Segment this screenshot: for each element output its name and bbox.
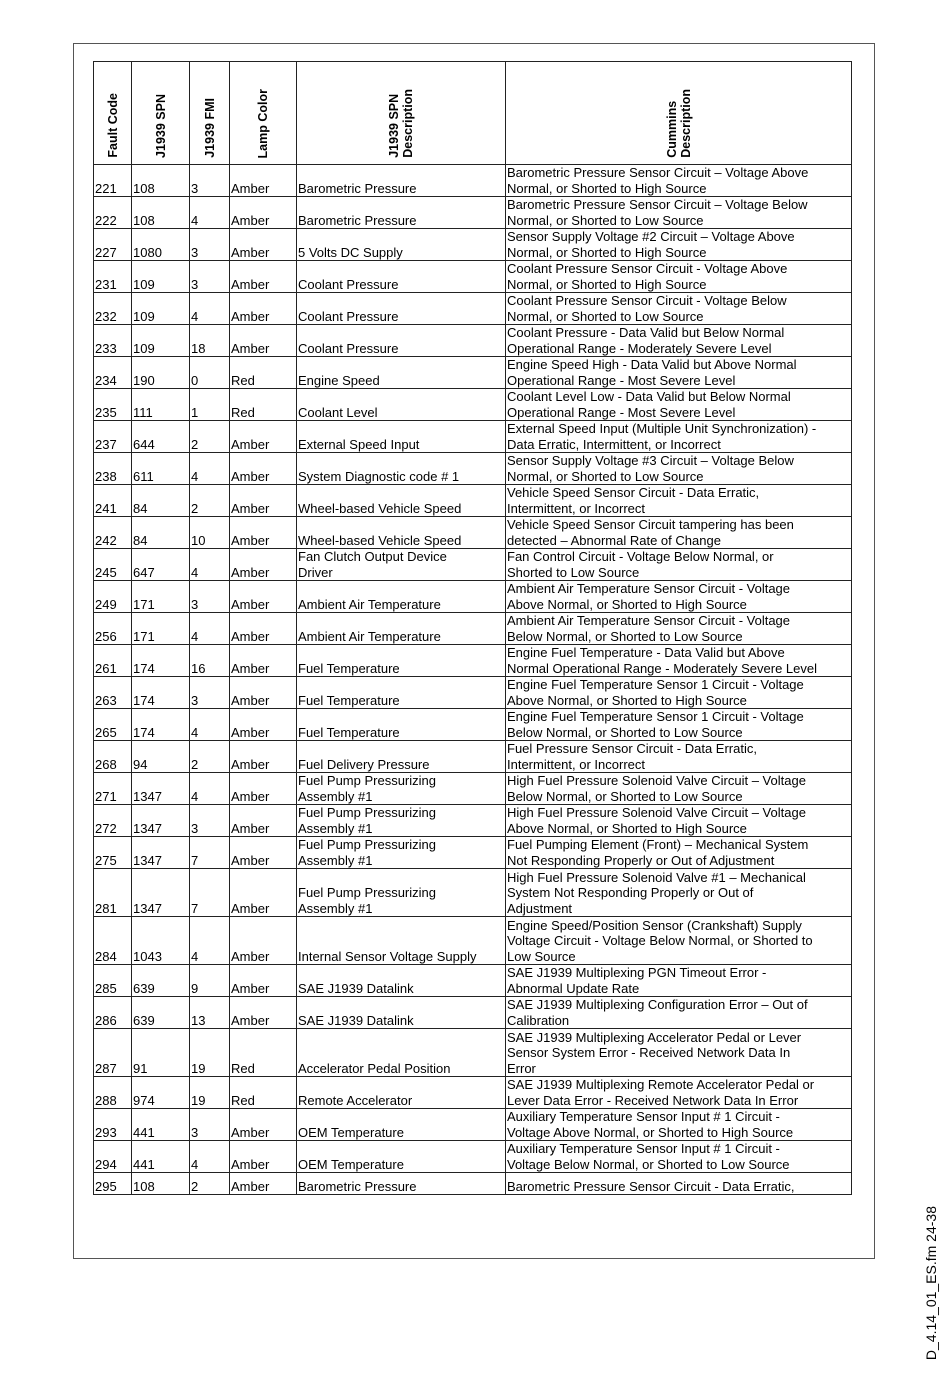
fmi-cell: 2 [190,485,230,517]
fmi-cell: 3 [190,229,230,261]
fmi-cell: 4 [190,549,230,581]
spn-description-cell: System Diagnostic code # 1 [297,453,506,485]
spn-description-cell: Wheel-based Vehicle Speed [297,517,506,549]
spn-description-cell: Fuel Delivery Pressure [297,741,506,773]
spn-cell: 647 [132,549,190,581]
cummins-description-cell: SAE J1939 Multiplexing Accelerator Pedal or Lever Sensor System Error - Received Network Data In Error [506,1029,852,1077]
fault-code-cell: 281 [94,869,132,917]
table-row [94,229,852,261]
fault-code-cell: 268 [94,741,132,773]
table-row [94,165,852,197]
fault-code-cell: 238 [94,453,132,485]
fmi-cell: 4 [190,773,230,805]
fault-code-cell: 242 [94,517,132,549]
cummins-description-cell: Coolant Pressure Sensor Circuit - Voltage Above Normal, or Shorted to High Source [506,261,852,293]
table-row [94,357,852,389]
spn-description-cell: Fuel Temperature [297,677,506,709]
lamp-color-cell: Amber [230,997,297,1029]
fault-code-cell: 231 [94,261,132,293]
spn-cell: 441 [132,1109,190,1141]
lamp-color-cell: Amber [230,917,297,965]
lamp-color-cell: Amber [230,613,297,645]
fault-code-table [93,61,852,1195]
cummins-description-cell: Barometric Pressure Sensor Circuit – Voltage Below Normal, or Shorted to Low Source [506,197,852,229]
spn-description-cell: Fan Clutch Output Device Driver [297,549,506,581]
lamp-color-cell: Amber [230,773,297,805]
spn-cell: 1347 [132,869,190,917]
table-row [94,965,852,997]
lamp-color-cell: Red [230,1077,297,1109]
spn-cell: 108 [132,165,190,197]
fault-code-cell: 256 [94,613,132,645]
fmi-cell: 19 [190,1029,230,1077]
spn-description-cell: 5 Volts DC Supply [297,229,506,261]
spn-description-cell: Coolant Pressure [297,261,506,293]
fmi-cell: 3 [190,581,230,613]
spn-cell: 174 [132,677,190,709]
spn-cell: 611 [132,453,190,485]
spn-cell: 1347 [132,837,190,869]
lamp-color-cell: Amber [230,549,297,581]
spn-description-cell: Barometric Pressure [297,165,506,197]
spn-description-cell: Fuel Pump Pressurizing Assembly #1 [297,869,506,917]
spn-cell: 190 [132,357,190,389]
fault-code-cell: 265 [94,709,132,741]
fmi-cell: 4 [190,197,230,229]
lamp-color-cell: Amber [230,965,297,997]
spn-cell: 1347 [132,805,190,837]
spn-description-cell: SAE J1939 Datalink [297,997,506,1029]
cummins-description-cell: Barometric Pressure Sensor Circuit – Voltage Above Normal, or Shorted to High Source [506,165,852,197]
table-row [94,917,852,965]
fmi-cell: 4 [190,613,230,645]
table-row [94,293,852,325]
fmi-cell: 4 [190,453,230,485]
fault-code-cell: 261 [94,645,132,677]
cummins-description-cell: Fuel Pressure Sensor Circuit - Data Erratic, Intermittent, or Incorrect [506,741,852,773]
fmi-cell: 4 [190,709,230,741]
fmi-cell: 2 [190,1173,230,1195]
cummins-description-cell: Sensor Supply Voltage #3 Circuit – Voltage Below Normal, or Shorted to Low Source [506,453,852,485]
cummins-description-cell: SAE J1939 Multiplexing Configuration Error – Out of Calibration [506,997,852,1029]
cummins-description-cell: Engine Fuel Temperature Sensor 1 Circuit - Voltage Below Normal, or Shorted to Low Source [506,709,852,741]
cummins-description-cell: Engine Fuel Temperature Sensor 1 Circuit - Voltage Above Normal, or Shorted to High Source [506,677,852,709]
table-row [94,453,852,485]
table-row [94,1173,852,1195]
spn-cell: 974 [132,1077,190,1109]
fault-code-cell: 235 [94,389,132,421]
fmi-cell: 4 [190,917,230,965]
fmi-cell: 1 [190,389,230,421]
spn-cell: 1043 [132,917,190,965]
lamp-color-cell: Amber [230,197,297,229]
fmi-cell: 7 [190,837,230,869]
spn-description-cell: Engine Speed [297,357,506,389]
cummins-description-cell: Ambient Air Temperature Sensor Circuit - Voltage Below Normal, or Shorted to Low Source [506,613,852,645]
cummins-description-cell: SAE J1939 Multiplexing Remote Accelerator Pedal or Lever Data Error - Received Network Data In Error [506,1077,852,1109]
fault-code-cell: 234 [94,357,132,389]
fmi-cell: 0 [190,357,230,389]
lamp-color-cell: Red [230,357,297,389]
table-row [94,581,852,613]
fault-code-cell: 285 [94,965,132,997]
fmi-cell: 13 [190,997,230,1029]
spn-description-cell: Remote Accelerator [297,1077,506,1109]
spn-cell: 109 [132,261,190,293]
cummins-description-cell: Barometric Pressure Sensor Circuit - Data Erratic, [506,1173,852,1195]
cummins-description-cell: External Speed Input (Multiple Unit Synchronization) - Data Erratic, Intermittent, or Incorrect [506,421,852,453]
table-row [94,997,852,1029]
spn-cell: 639 [132,965,190,997]
cummins-description-cell: Engine Speed High - Data Valid but Above Normal Operational Range - Most Severe Level [506,357,852,389]
spn-cell: 108 [132,197,190,229]
fmi-cell: 16 [190,645,230,677]
cummins-description-cell: Vehicle Speed Sensor Circuit - Data Erratic, Intermittent, or Incorrect [506,485,852,517]
spn-cell: 441 [132,1141,190,1173]
fault-code-cell: 222 [94,197,132,229]
fmi-cell: 4 [190,1141,230,1173]
table-row [94,741,852,773]
fault-code-cell: 286 [94,997,132,1029]
cummins-description-cell: Sensor Supply Voltage #2 Circuit – Voltage Above Normal, or Shorted to High Source [506,229,852,261]
lamp-color-cell: Amber [230,805,297,837]
fmi-cell: 3 [190,261,230,293]
spn-description-cell: Ambient Air Temperature [297,613,506,645]
cummins-description-cell: SAE J1939 Multiplexing PGN Timeout Error - Abnormal Update Rate [506,965,852,997]
lamp-color-cell: Amber [230,517,297,549]
lamp-color-cell: Amber [230,325,297,357]
table-row [94,389,852,421]
fault-code-cell: 221 [94,165,132,197]
cummins-description-cell: Auxiliary Temperature Sensor Input # 1 Circuit - Voltage Below Normal, or Shorted to Low Source [506,1141,852,1173]
lamp-color-cell: Red [230,1029,297,1077]
spn-cell: 174 [132,709,190,741]
fault-code-cell: 293 [94,1109,132,1141]
fmi-cell: 2 [190,421,230,453]
table-row [94,1029,852,1077]
spn-cell: 171 [132,581,190,613]
spn-cell: 109 [132,293,190,325]
table-row [94,325,852,357]
lamp-color-cell: Amber [230,869,297,917]
fault-code-cell: 237 [94,421,132,453]
spn-description-cell: OEM Temperature [297,1109,506,1141]
spn-cell: 111 [132,389,190,421]
fmi-cell: 7 [190,869,230,917]
table-row [94,645,852,677]
lamp-color-cell: Amber [230,1109,297,1141]
table-row [94,869,852,917]
cummins-description-cell: Engine Fuel Temperature - Data Valid but Above Normal Operational Range - Moderately Severe Level [506,645,852,677]
fault-code-cell: 249 [94,581,132,613]
spn-cell: 644 [132,421,190,453]
spn-description-cell: OEM Temperature [297,1141,506,1173]
table-row [94,549,852,581]
fmi-cell: 19 [190,1077,230,1109]
fault-code-cell: 294 [94,1141,132,1173]
lamp-color-cell: Amber [230,645,297,677]
table-row [94,773,852,805]
spn-description-cell: External Speed Input [297,421,506,453]
document-footer-note: D_4.14_01_ES.fm 24-38 [923,1205,939,1360]
fault-code-cell: 284 [94,917,132,965]
table-row [94,517,852,549]
spn-cell: 639 [132,997,190,1029]
cummins-description-cell: Auxiliary Temperature Sensor Input # 1 Circuit - Voltage Above Normal, or Shorted to High Source [506,1109,852,1141]
fmi-cell: 2 [190,741,230,773]
lamp-color-cell: Amber [230,677,297,709]
spn-description-cell: Fuel Temperature [297,645,506,677]
fault-code-cell: 233 [94,325,132,357]
cummins-description-cell: High Fuel Pressure Solenoid Valve Circuit – Voltage Above Normal, or Shorted to High Source [506,805,852,837]
lamp-color-cell: Amber [230,453,297,485]
lamp-color-cell: Amber [230,581,297,613]
spn-description-cell: Barometric Pressure [297,197,506,229]
header-j1939-spn: J1939 SPN [132,62,190,165]
spn-description-cell: Coolant Pressure [297,293,506,325]
fault-code-cell: 227 [94,229,132,261]
lamp-color-cell: Amber [230,1173,297,1195]
table-row [94,197,852,229]
lamp-color-cell: Red [230,389,297,421]
cummins-description-cell: Coolant Level Low - Data Valid but Below Normal Operational Range - Most Severe Level [506,389,852,421]
fmi-cell: 3 [190,1109,230,1141]
table-row [94,421,852,453]
cummins-description-cell: Coolant Pressure Sensor Circuit - Voltage Below Normal, or Shorted to Low Source [506,293,852,325]
lamp-color-cell: Amber [230,485,297,517]
lamp-color-cell: Amber [230,837,297,869]
lamp-color-cell: Amber [230,741,297,773]
table-row [94,677,852,709]
lamp-color-cell: Amber [230,421,297,453]
table-row [94,1109,852,1141]
fmi-cell: 3 [190,165,230,197]
spn-description-cell: Fuel Pump Pressurizing Assembly #1 [297,837,506,869]
cummins-description-cell: High Fuel Pressure Solenoid Valve #1 – Mechanical System Not Responding Properly or Out of Adjustment [506,869,852,917]
table-row [94,613,852,645]
fmi-cell: 9 [190,965,230,997]
spn-description-cell: Coolant Pressure [297,325,506,357]
table-header-row [94,62,852,165]
lamp-color-cell: Amber [230,261,297,293]
spn-description-cell: Wheel-based Vehicle Speed [297,485,506,517]
cummins-description-cell: Fan Control Circuit - Voltage Below Normal, or Shorted to Low Source [506,549,852,581]
fault-code-cell: 241 [94,485,132,517]
cummins-description-cell: High Fuel Pressure Solenoid Valve Circuit – Voltage Below Normal, or Shorted to Low Source [506,773,852,805]
fault-code-cell: 232 [94,293,132,325]
lamp-color-cell: Amber [230,293,297,325]
spn-cell: 174 [132,645,190,677]
fault-code-cell: 287 [94,1029,132,1077]
fault-code-cell: 288 [94,1077,132,1109]
cummins-description-cell: Fuel Pumping Element (Front) – Mechanical System Not Responding Properly or Out of Adjustment [506,837,852,869]
fmi-cell: 10 [190,517,230,549]
spn-description-cell: Coolant Level [297,389,506,421]
fault-code-cell: 263 [94,677,132,709]
spn-description-cell: Accelerator Pedal Position [297,1029,506,1077]
spn-cell: 1347 [132,773,190,805]
lamp-color-cell: Amber [230,229,297,261]
spn-cell: 84 [132,485,190,517]
fault-code-cell: 275 [94,837,132,869]
table-row [94,805,852,837]
fmi-cell: 18 [190,325,230,357]
spn-cell: 109 [132,325,190,357]
fmi-cell: 3 [190,677,230,709]
fault-code-cell: 245 [94,549,132,581]
spn-cell: 91 [132,1029,190,1077]
fault-code-cell: 295 [94,1173,132,1195]
fault-code-cell: 271 [94,773,132,805]
fault-code-cell: 272 [94,805,132,837]
table-row [94,709,852,741]
spn-cell: 1080 [132,229,190,261]
table-row [94,1141,852,1173]
header-j1939-fmi: J1939 FMI [190,62,230,165]
header-lamp-color: Lamp Color [230,62,297,165]
fmi-cell: 4 [190,293,230,325]
table-row [94,485,852,517]
spn-cell: 108 [132,1173,190,1195]
spn-description-cell: Ambient Air Temperature [297,581,506,613]
header-spn-description: J1939 SPN Description [297,62,506,165]
spn-description-cell: SAE J1939 Datalink [297,965,506,997]
fmi-cell: 3 [190,805,230,837]
lamp-color-cell: Amber [230,165,297,197]
spn-description-cell: Barometric Pressure [297,1173,506,1195]
cummins-description-cell: Coolant Pressure - Data Valid but Below Normal Operational Range - Moderately Severe Level [506,325,852,357]
lamp-color-cell: Amber [230,1141,297,1173]
spn-cell: 94 [132,741,190,773]
spn-description-cell: Fuel Temperature [297,709,506,741]
header-fault-code: Fault Code [94,62,132,165]
spn-description-cell: Fuel Pump Pressurizing Assembly #1 [297,805,506,837]
table-row [94,261,852,293]
spn-cell: 84 [132,517,190,549]
cummins-description-cell: Engine Speed/Position Sensor (Crankshaft) Supply Voltage Circuit - Voltage Below Normal, or Shorted to Low Source [506,917,852,965]
lamp-color-cell: Amber [230,709,297,741]
spn-cell: 171 [132,613,190,645]
header-cummins-description: Cummins Description [506,62,852,165]
cummins-description-cell: Ambient Air Temperature Sensor Circuit - Voltage Above Normal, or Shorted to High Source [506,581,852,613]
spn-description-cell: Fuel Pump Pressurizing Assembly #1 [297,773,506,805]
spn-description-cell: Internal Sensor Voltage Supply [297,917,506,965]
table-row [94,837,852,869]
cummins-description-cell: Vehicle Speed Sensor Circuit tampering has been detected – Abnormal Rate of Change [506,517,852,549]
table-row [94,1077,852,1109]
